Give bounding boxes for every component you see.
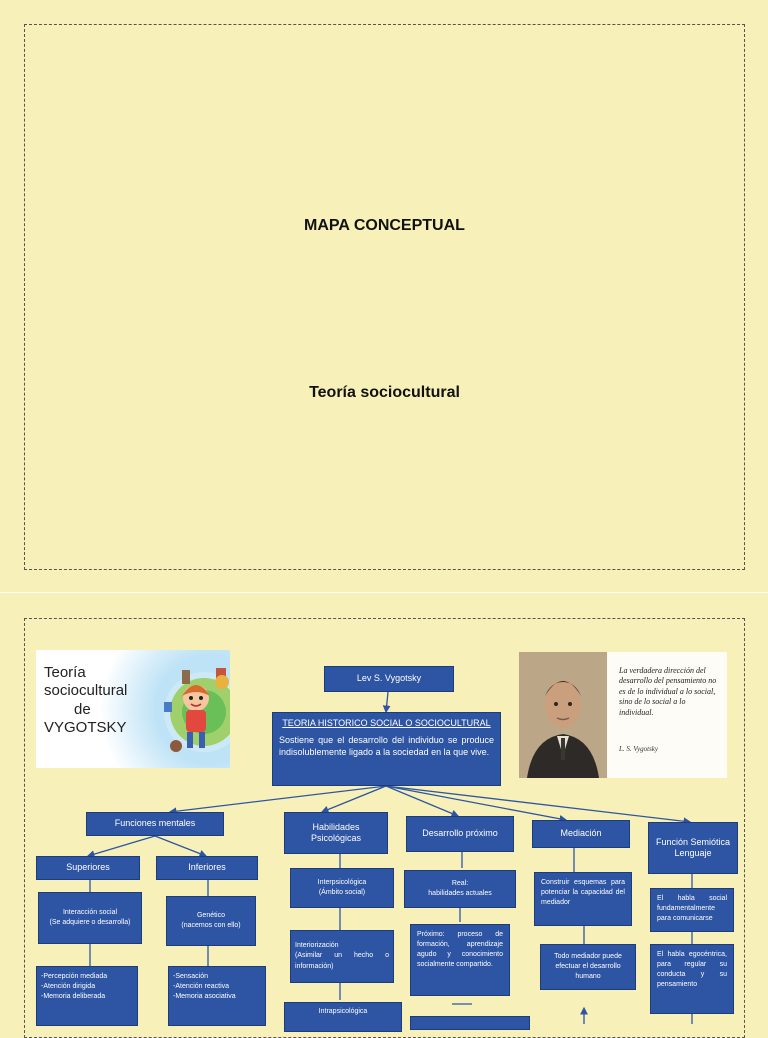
interiorizacion-line: Interiorización xyxy=(295,942,339,950)
page-subtitle: Teoría sociocultural xyxy=(309,384,460,401)
interpsicologica-node xyxy=(290,868,394,908)
todo-mediador-node: Todo mediador puede efectuar el desarrollo humano xyxy=(540,944,636,990)
interpsicologica-line: Interpsicológica xyxy=(317,878,367,886)
theory-description: Sostiene que el desarrollo del individuo se produce indisolublemente ligado a la sociedad en la que vive. xyxy=(279,735,494,757)
interiorizacion-node xyxy=(290,930,394,983)
vygotsky-portrait-photo xyxy=(519,652,607,778)
cover-page xyxy=(24,24,745,570)
theory-node xyxy=(272,712,501,786)
habla-egocentrica-node: El habla egocéntrica, para regular su conducta y su pensamiento xyxy=(650,944,734,1014)
interpsicologica-line: (Ámbito social) xyxy=(318,889,366,896)
desarrollo-extra-node xyxy=(410,1016,530,1030)
superiores-detail xyxy=(38,892,142,944)
author-node: Lev S. Vygotsky xyxy=(324,666,454,692)
real-node xyxy=(404,870,516,908)
illustration-title-line: sociocultural xyxy=(44,682,128,700)
construir-esquemas-node: Construir esquemas para potenciar la capacidad del mediador xyxy=(534,872,632,926)
portrait-icon xyxy=(519,652,607,778)
superiores-item: -Percepción mediada xyxy=(41,973,108,980)
theory-title: TEORIA HISTORICO SOCIAL O SOCIOCULTURAL xyxy=(282,718,491,728)
real-line: Real: xyxy=(451,879,469,887)
funcion-semiotica-node: Función Semiótica Lenguaje xyxy=(648,822,738,874)
desarrollo-proximo-node: Desarrollo próximo xyxy=(406,816,514,852)
quote-author: L. S. Vygotsky xyxy=(619,745,659,753)
illustration-title-line: de xyxy=(74,700,91,718)
inferiores-detail xyxy=(166,896,256,946)
superiores-detail-line: Interacción social xyxy=(62,908,118,916)
inferiores-items xyxy=(168,966,266,1026)
page-separator xyxy=(0,592,768,593)
quote-text: La verdadera dirección del desarrollo del pensamiento no es de lo individual a lo social, sino de lo social a lo individual. xyxy=(619,666,717,717)
superiores-detail-line: (Se adquiere o desarrolla) xyxy=(49,919,131,926)
interiorizacion-line: (Asimilar un hecho o información) xyxy=(295,952,389,970)
illustration-title-line: Teoría xyxy=(44,664,86,681)
vygotsky-theory-illustration xyxy=(36,650,230,768)
page-title: MAPA CONCEPTUAL xyxy=(304,217,465,234)
superiores-item: -Memoria deliberada xyxy=(41,993,106,1001)
proximo-node: Próximo: proceso de formación, aprendizaje agudo y conocimiento socialmente compartido. xyxy=(410,924,510,996)
inferiores-item: -Atención reactiva xyxy=(173,983,230,991)
inferiores-detail-line: Genético xyxy=(196,911,226,919)
illustration-title-line: VYGOTSKY xyxy=(44,718,127,736)
habla-social-node: El habla social fundamentalmente para comunicarse xyxy=(650,888,734,932)
inferiores-item: -Sensación xyxy=(173,973,209,980)
cartoon-child-icon xyxy=(36,650,230,768)
mediacion-node: Mediación xyxy=(532,820,630,848)
inferiores-item: -Memoria asociativa xyxy=(173,993,236,1001)
habilidades-node: Habilidades Psicológicas xyxy=(284,812,388,854)
real-line: habilidades actuales xyxy=(428,890,492,897)
funciones-mentales-node: Funciones mentales xyxy=(86,812,224,836)
superiores-item: -Atención dirigida xyxy=(41,983,96,991)
superiores-items xyxy=(36,966,138,1026)
inferiores-detail-line: (nacemos con ello) xyxy=(181,922,241,929)
inferiores-node: Inferiores xyxy=(156,856,258,880)
vygotsky-quote-card xyxy=(519,652,727,778)
superiores-node: Superiores xyxy=(36,856,140,880)
intrapsicologica-node: Intrapsicológica xyxy=(284,1002,402,1032)
